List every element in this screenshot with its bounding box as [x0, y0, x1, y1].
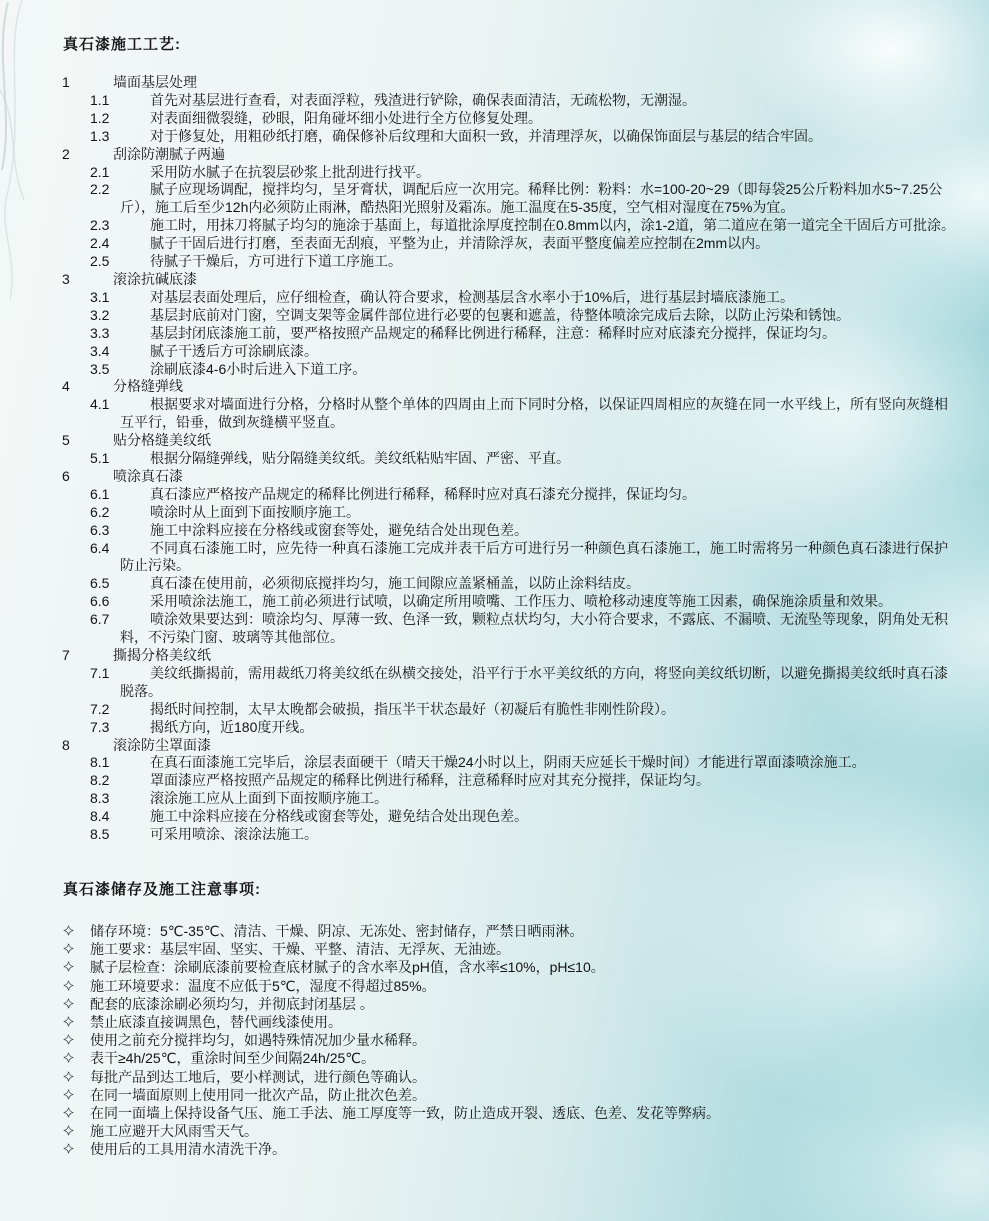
item-number: 8.2 — [90, 772, 110, 789]
four-pointed-star-icon — [63, 922, 90, 940]
section-heading: 喷涂真石漆 — [113, 467, 183, 484]
process-item-row — [0, 522, 959, 540]
process-item-row — [0, 790, 959, 808]
note-row — [0, 1013, 959, 1031]
section-number: 6 — [62, 467, 70, 484]
process-item-row — [0, 826, 959, 844]
process-section-row — [0, 74, 959, 92]
section-number: 2 — [62, 145, 70, 162]
item-number: 2.1 — [90, 163, 110, 180]
process-item-row — [0, 217, 959, 235]
item-text: 涂刷底漆4-6小时后进入下道工序。 — [150, 360, 367, 377]
notes-list — [0, 922, 959, 1159]
item-number: 6.6 — [90, 593, 110, 610]
item-text: 喷涂效果要达到：喷涂均匀、厚薄一致、色泽一致，颗粒点状均匀，大小符合要求，不露底、不漏喷、无流坠等现象，阴角处无积料，不污染门窗、玻璃等其他部位。 — [120, 611, 948, 646]
process-item-row — [0, 181, 959, 217]
item-text: 滚涂施工应从上面到下面按顺序施工。 — [150, 790, 388, 807]
section-number: 4 — [62, 378, 70, 395]
section-number: 8 — [62, 736, 70, 753]
item-text: 美纹纸撕揭前，需用裁纸刀将美纹纸在纵横交接处，沿平行于水平美纹纸的方向，将竖向美纹纸切断，以避免撕揭美纹纸时真石漆脱落。 — [120, 664, 948, 699]
item-number: 7.2 — [90, 700, 110, 717]
item-number: 6.3 — [90, 521, 110, 538]
four-pointed-star-icon — [63, 1031, 90, 1049]
note-text: 储存环境：5℃-35℃、清洁、干燥、阴凉、无冻处、密封储存，严禁日晒雨淋。 — [90, 922, 584, 939]
note-row — [0, 995, 959, 1013]
four-pointed-star-icon — [63, 1140, 90, 1158]
item-text: 真石漆在使用前，必须彻底搅拌均匀，施工间隙应盖紧桶盖，以防止涂料结皮。 — [150, 575, 640, 592]
item-number: 8.1 — [90, 754, 110, 771]
process-item-row — [0, 361, 959, 379]
four-pointed-star-icon — [63, 1068, 90, 1086]
process-item-row — [0, 754, 959, 772]
item-number: 4.1 — [90, 396, 110, 413]
note-text: 在同一面墙上保持设备气压、施工手法、施工厚度等一致，防止造成开裂、透底、色差、发花等弊病。 — [90, 1105, 720, 1121]
process-section-row — [0, 432, 959, 450]
item-text: 对于修复处，用粗砂纸打磨，确保修补后纹理和大面积一致，并清理浮灰，以确保饰面层与基层的结合牢固。 — [150, 127, 822, 144]
item-text: 腻子干透后方可涂刷底漆。 — [150, 342, 318, 359]
section-heading: 分格缝弹线 — [113, 378, 183, 395]
item-text: 根据分隔缝弹线，贴分隔缝美纹纸。美纹纸粘贴牢固、严密、平直。 — [150, 450, 570, 467]
note-text: 施工环境要求：温度不应低于5℃，湿度不得超过85%。 — [90, 977, 436, 994]
process-item-row — [0, 772, 959, 790]
item-number: 8.3 — [90, 790, 110, 807]
note-row — [0, 940, 959, 958]
note-text: 使用之前充分搅拌均匀，如遇特殊情况加少量水稀释。 — [90, 1032, 426, 1049]
note-text: 施工要求：基层牢固、坚实、干燥、平整、清洁、无浮灰、无油迹。 — [90, 941, 510, 958]
section-heading: 撕揭分格美纹纸 — [113, 647, 211, 663]
item-text: 待腻子干燥后，方可进行下道工序施工。 — [150, 253, 402, 270]
four-pointed-star-icon — [63, 995, 90, 1013]
item-text: 真石漆应严格按产品规定的稀释比例进行稀释，稀释时应对真石漆充分搅拌，保证均匀。 — [150, 485, 696, 502]
section-number: 1 — [62, 74, 70, 90]
process-item-row — [0, 719, 959, 737]
item-number: 3.5 — [90, 360, 110, 377]
item-number: 3.2 — [90, 306, 110, 323]
process-item-row — [0, 540, 959, 576]
process-item-row — [0, 325, 959, 343]
item-text: 对基层表面处理后，应仔细检查，确认符合要求，检测基层含水率小于10%后，进行基层封墙底漆施工。 — [150, 288, 795, 305]
note-row — [0, 977, 959, 995]
process-item-row — [0, 343, 959, 361]
item-number: 8.4 — [90, 808, 110, 825]
item-text: 采用防水腻子在抗裂层砂浆上批刮进行找平。 — [150, 163, 430, 180]
note-text: 每批产品到达工地后，要小样测试，进行颜色等确认。 — [90, 1068, 426, 1085]
item-text: 施工中涂料应接在分格线或窗套等处，避免结合处出现色差。 — [150, 521, 528, 538]
item-text: 基层封闭底漆施工前，要严格按照产品规定的稀释比例进行稀释，注意：稀释时应对底漆充分搅拌，保证均匀。 — [150, 324, 836, 341]
process-item-row — [0, 450, 959, 468]
item-number: 6.7 — [90, 611, 110, 628]
item-text: 罩面漆应严格按照产品规定的稀释比例进行稀释，注意稀释时应对其充分搅拌，保证均匀。 — [150, 772, 710, 789]
note-row — [0, 1140, 959, 1158]
item-number: 3.4 — [90, 342, 110, 359]
item-number: 6.5 — [90, 575, 110, 592]
section-heading: 贴分格缝美纹纸 — [113, 432, 211, 449]
notes-title: 真石漆储存及施工注意事项: — [63, 880, 261, 898]
item-text: 腻子应现场调配，搅拌均匀，呈牙膏状，调配后应一次用完。稀释比例：粉料：水=100-20~29（即每袋25公斤粉料加水5~7.25公斤），施工后至少12h内必须防止雨淋，酷热阳光照射及霜冻。施工温度在5-35度，空气相对湿度在75%为宜。 — [120, 181, 943, 216]
item-text: 可采用喷涂、滚涂法施工。 — [150, 826, 318, 843]
item-number: 2.5 — [90, 253, 110, 270]
item-number: 7.1 — [90, 664, 110, 681]
item-number: 6.2 — [90, 503, 110, 520]
note-row — [0, 958, 959, 976]
process-item-row — [0, 307, 959, 325]
process-item-row — [0, 701, 959, 719]
item-text: 施工中涂料应接在分格线或窗套等处，避免结合处出现色差。 — [150, 808, 528, 825]
process-section-row — [0, 647, 959, 665]
process-section-row — [0, 378, 959, 396]
note-text: 使用后的工具用清水清洗干净。 — [90, 1141, 286, 1158]
four-pointed-star-icon — [63, 1086, 90, 1104]
four-pointed-star-icon — [63, 940, 90, 958]
process-item-row — [0, 611, 959, 647]
four-pointed-star-icon — [63, 958, 90, 976]
item-text: 施工时，用抹刀将腻子均匀的施涂于基面上，每道批涂厚度控制在0.8mm以内，涂1-2道，第二道应在第一道完全干固后方可批涂。 — [150, 217, 956, 234]
note-text: 在同一墙面原则上使用同一批次产品，防止批次色差。 — [90, 1086, 426, 1103]
item-text: 不同真石漆施工时，应先待一种真石漆施工完成并表干后方可进行另一种颜色真石漆施工，施工时需将另一种颜色真石漆进行保护防止污染。 — [120, 539, 948, 574]
item-number: 2.2 — [90, 181, 110, 198]
item-number: 2.3 — [90, 217, 110, 234]
section-heading: 刮涂防潮腻子两遍 — [113, 145, 225, 162]
process-outline — [0, 74, 959, 844]
item-text: 喷涂时从上面到下面按顺序施工。 — [150, 503, 360, 520]
note-row — [0, 922, 959, 940]
item-text: 揭纸方向，近180度开线。 — [150, 718, 314, 735]
note-text: 配套的底漆涂刷必须均匀，并彻底封闭基层 。 — [90, 995, 374, 1012]
process-item-row — [0, 593, 959, 611]
four-pointed-star-icon — [63, 1122, 90, 1140]
section-heading: 滚涂防尘罩面漆 — [113, 736, 211, 753]
item-number: 2.4 — [90, 235, 110, 252]
item-number: 7.3 — [90, 718, 110, 735]
process-item-row — [0, 665, 959, 701]
item-number: 6.4 — [90, 539, 110, 556]
process-section-row — [0, 271, 959, 289]
four-pointed-star-icon — [63, 977, 90, 995]
four-pointed-star-icon — [63, 1049, 90, 1067]
item-number: 1.2 — [90, 109, 110, 126]
item-number: 5.1 — [90, 450, 110, 467]
process-item-row — [0, 396, 959, 432]
process-item-row — [0, 164, 959, 182]
process-item-row — [0, 808, 959, 826]
item-number: 3.3 — [90, 324, 110, 341]
note-row — [0, 1049, 959, 1067]
note-row — [0, 1031, 959, 1049]
process-item-row — [0, 486, 959, 504]
process-item-row — [0, 575, 959, 593]
process-item-row — [0, 289, 959, 307]
item-text: 腻子干固后进行打磨，至表面无刮痕，平整为止，并清除浮灰，表面平整度偏差应控制在2mm以内。 — [150, 235, 770, 252]
note-text: 腻子层检查：涂刷底漆前要检查底材腻子的含水率及pH值，含水率≤10%，pH≤10。 — [90, 959, 605, 976]
process-section-row — [0, 146, 959, 164]
process-item-row — [0, 128, 959, 146]
item-number: 1.3 — [90, 127, 110, 144]
note-row — [0, 1068, 959, 1086]
process-item-row — [0, 253, 959, 271]
note-text: 表干≥4h/25℃，重涂时间至少间隔24h/25℃。 — [90, 1050, 375, 1067]
item-text: 根据要求对墙面进行分格，分格时从整个单体的四周由上而下同时分格，以保证四周相应的灰缝在同一水平线上，所有竖向灰缝相互平行，铅垂，做到灰缝横平竖直。 — [120, 396, 948, 431]
process-section-row — [0, 737, 959, 755]
note-text: 禁止底漆直接调黑色，替代画线漆使用。 — [90, 1013, 342, 1030]
item-number: 1.1 — [90, 91, 110, 108]
process-section-row — [0, 468, 959, 486]
item-text: 揭纸时间控制，太早太晚都会破损，指压半干状态最好（初凝后有脆性非刚性阶段）。 — [150, 700, 675, 717]
section-number: 5 — [62, 432, 70, 449]
note-text: 施工应避开大风雨雪天气。 — [90, 1123, 258, 1140]
section-heading: 滚涂抗碱底漆 — [113, 270, 197, 287]
process-item-row — [0, 110, 959, 128]
item-text: 在真石面漆施工完毕后，涂层表面硬干（晴天干燥24小时以上，阴雨天应延长干燥时间）才能进行罩面漆喷涂施工。 — [150, 754, 866, 771]
item-text: 采用喷涂法施工，施工前必须进行试喷，以确定所用喷嘴、工作压力、喷枪移动速度等施工因素，确保施涂质量和效果。 — [150, 593, 892, 610]
section-number: 7 — [62, 647, 70, 663]
process-item-row — [0, 235, 959, 253]
item-text: 基层封底前对门窗，空调支架等金属件部位进行必要的包裹和遮盖，待整体喷涂完成后去除，以防止污染和锈蚀。 — [150, 306, 850, 323]
note-row — [0, 1086, 959, 1104]
note-row — [0, 1104, 959, 1122]
section-heading: 墙面基层处理 — [113, 74, 197, 90]
item-number: 8.5 — [90, 826, 110, 843]
item-number: 3.1 — [90, 288, 110, 305]
process-item-row — [0, 92, 959, 110]
process-item-row — [0, 504, 959, 522]
item-text: 首先对基层进行查看，对表面浮粒，残渣进行铲除，确保表面清洁，无疏松物，无潮湿。 — [150, 91, 696, 108]
process-title: 真石漆施工工艺: — [63, 36, 181, 53]
four-pointed-star-icon — [63, 1013, 90, 1031]
item-text: 对表面细微裂缝，砂眼，阳角碰坏细小处进行全方位修复处理。 — [150, 109, 542, 126]
note-row — [0, 1122, 959, 1140]
section-number: 3 — [62, 270, 70, 287]
four-pointed-star-icon — [63, 1104, 90, 1122]
item-number: 6.1 — [90, 485, 110, 502]
